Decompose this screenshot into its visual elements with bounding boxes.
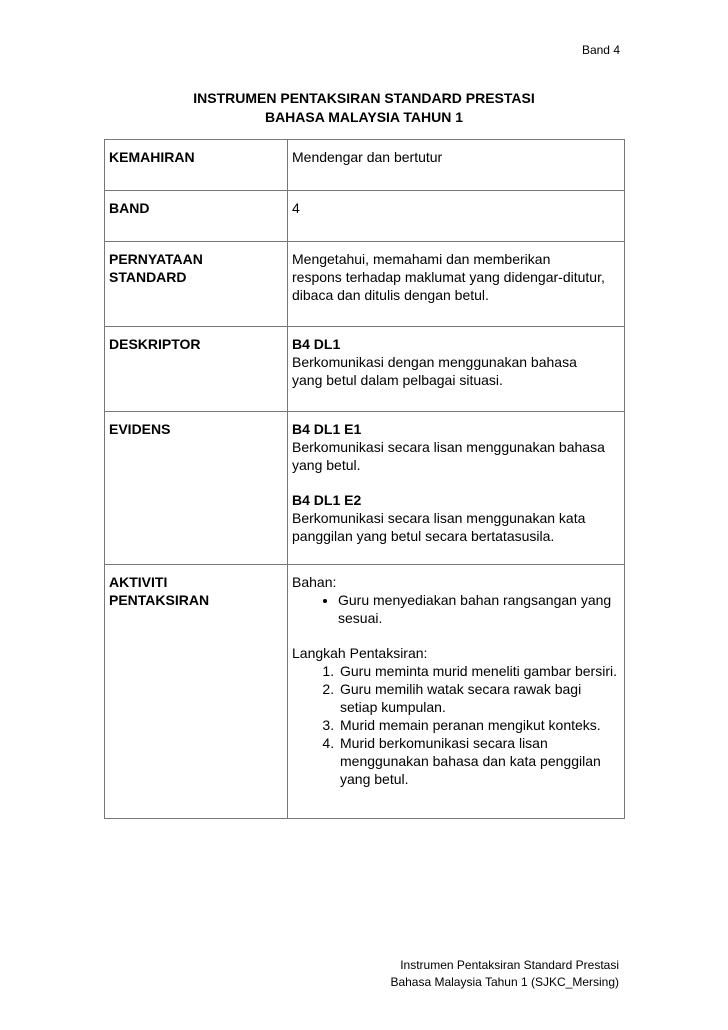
aktiviti-label-line-1: AKTIVITI [109,574,168,590]
kemahiran-value: Mendengar dan bertutur [288,140,625,191]
row-kemahiran [105,140,625,191]
pernyataan-label-line-1: PERNYATAAN [109,251,203,267]
langkah-item: 4. Murid berkomunikasi secara lisan menggunakan bahasa dan kata penggilan yang betul. [338,734,618,788]
footer-line-1: Instrumen Pentaksiran Standard Prestasi [400,958,619,972]
page-footer [390,957,619,991]
bahan-item: • Guru menyediakan bahan rangsangan yang sesuai. [338,591,618,627]
langkah-list [292,662,618,788]
langkah-heading: Langkah Pentaksiran: [292,645,428,661]
langkah-item: 2. Guru memilih watak secara rawak bagi setiap kumpulan. [338,680,618,716]
deskriptor-code: B4 DL1 [292,336,341,352]
bahan-heading: Bahan: [292,574,337,590]
evidens-e1-line-2: yang betul. [292,457,361,473]
page-band-label: Band 4 [581,43,620,57]
document-title [104,89,624,127]
langkah-item: 3. Murid memain peranan mengikut konteks. [338,716,618,734]
row-evidens [105,412,625,565]
band-label: BAND [105,191,288,242]
aktiviti-label-line-2: PENTAKSIRAN [109,592,210,608]
pernyataan-label-line-2: STANDARD [109,269,187,285]
aktiviti-label [105,565,288,819]
title-line-1: INSTRUMEN PENTAKSIRAN STANDARD PRESTASI [193,90,535,106]
deskriptor-value [288,327,625,412]
evidens-e2-line-2: panggilan yang betul secara bertatasusila. [292,528,555,544]
evidens-e2-line-1: Berkomunikasi secara lisan menggunakan kata [292,510,586,526]
evidens-e1-line-1: Berkomunikasi secara lisan menggunakan bahasa [292,439,605,455]
evidens-e2-code: B4 DL1 E2 [292,492,362,508]
title-line-2: BAHASA MALAYSIA TAHUN 1 [264,109,464,125]
deskriptor-line-2: yang betul dalam pelbagai situasi. [292,372,503,388]
langkah-item: 1. Guru meminta murid meneliti gambar bersiri. [338,662,618,680]
pernyataan-line-1: Mengetahui, memahami dan memberikan [292,251,551,267]
evidens-value [288,412,625,565]
kemahiran-label: KEMAHIRAN [105,140,288,191]
aktiviti-value [288,565,625,819]
footer-line-2: Bahasa Malaysia Tahun 1 (SJKC_Mersing) [390,975,619,989]
pernyataan-line-2: respons terhadap maklumat yang didengar-ditutur, [292,269,605,285]
row-pernyataan-standard [105,242,625,327]
pernyataan-line-3: dibaca dan ditulis dengan betul. [292,287,489,303]
assessment-table [104,139,625,819]
evidens-e1-code: B4 DL1 E1 [292,421,362,437]
evidens-label: EVIDENS [105,412,288,565]
row-deskriptor [105,327,625,412]
deskriptor-label: DESKRIPTOR [105,327,288,412]
band-value: 4 [288,191,625,242]
row-aktiviti-pentaksiran [105,565,625,819]
row-band [105,191,625,242]
pernyataan-value [288,242,625,327]
pernyataan-label [105,242,288,327]
deskriptor-line-1: Berkomunikasi dengan menggunakan bahasa [292,354,577,370]
bahan-list [292,591,618,627]
